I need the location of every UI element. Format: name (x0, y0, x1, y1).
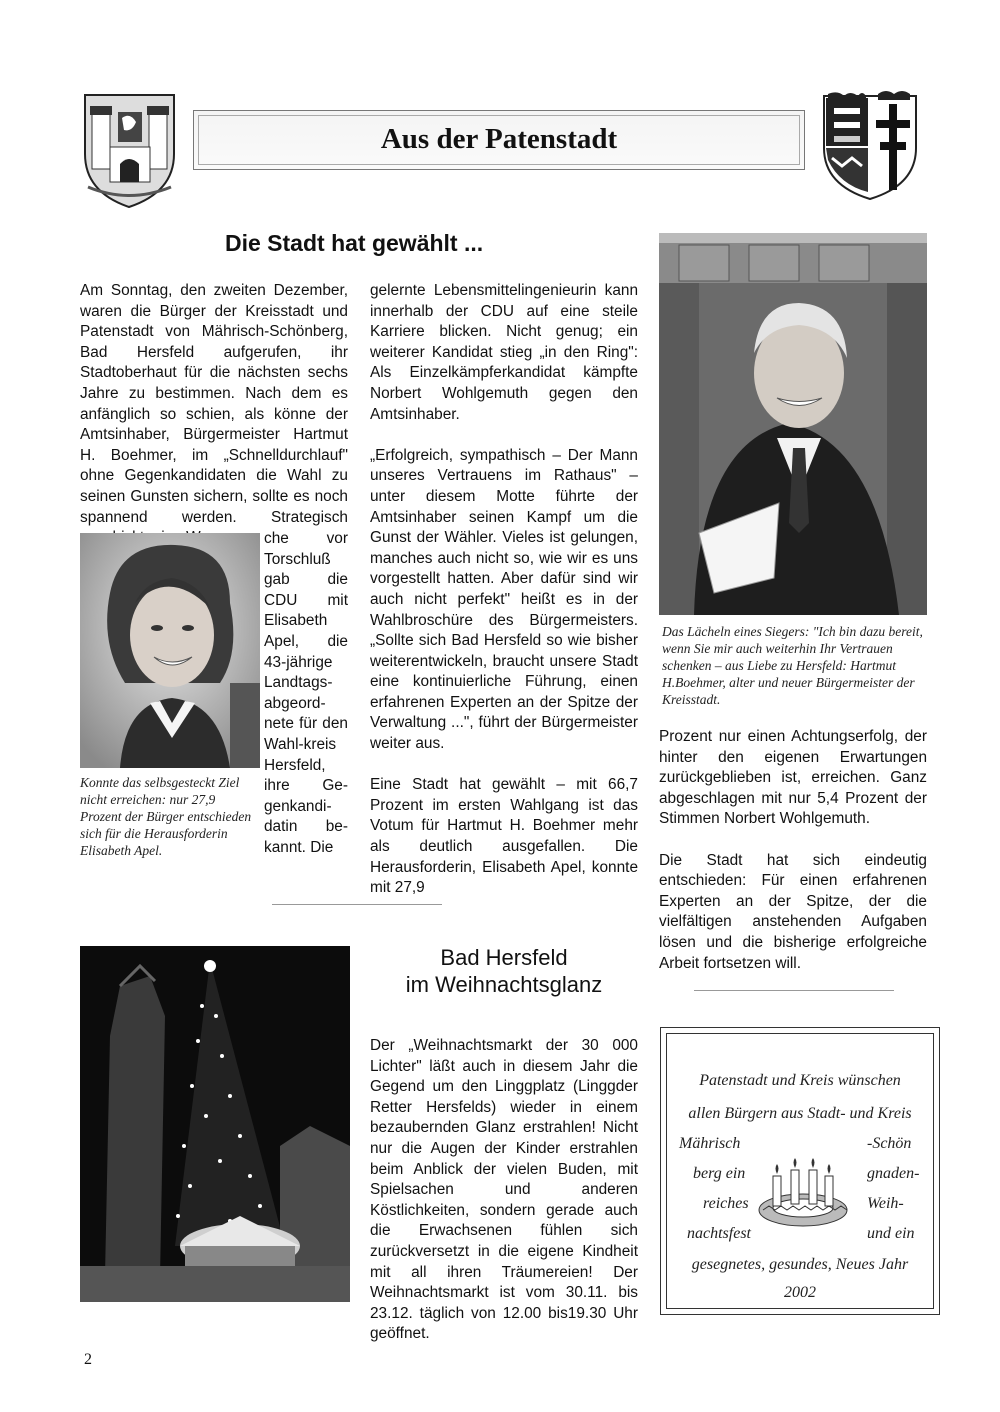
separator (272, 904, 442, 905)
greeting-line: allen Bürgern aus Stadt- und Kreis (688, 1105, 912, 1122)
photo-caption-apel: Konnte das selbsgesteckt Ziel nicht erreichen: nur 27,9 Prozent der Bürger entschieden sich für die Herausforderin Elisabeth Apel. (80, 775, 252, 858)
paragraph: Die Stadt hat sich eindeutig entschieden: Für einen erfahrenen Experten an der Spitze, der die vielfältigen anstehenden Aufgaben lösen und die bisherige erfolgreiche Arbeit fortsetzen will. (659, 851, 927, 972)
greeting-line: gnaden- (867, 1165, 920, 1182)
article-column-1: Am Sonntag, den zweiten Dezember, waren die Bürger der Kreisstadt und Patenstadt von Mährisch-Schönberg, Bad Hersfeld aufgerufen, ihr Stadtoberhaut für die nächsten sechs Jahre zu bestimmen. Nach dem es anfänglich so schien, als könne der Amtsinhaber, Bürgermeister Hartmut H. Boehmer, im „Schnelldurchlauf" ohne Gegenkandidaten die Wahl zu seinen Gunsten sichern, sollte es noch spannend werden. Strategisch (80, 282, 348, 526)
article-column-1-narrow: che vor Torschluß gab die CDU mit Elisabeth Apel, die 43-jährige Landtags-abgeord-nete für den Wahl-kreis Hersfeld, ihre Ge-genkandi-datin be-kannt. Die (264, 530, 348, 856)
greeting-card (660, 1027, 940, 1315)
city-crest-icon (82, 92, 177, 210)
paragraph: „Erfolgreich, sympathisch – Der Mann unseres Vertrauens im Rathaus" – unter diesem Motte führte der Amtsinhaber seinen Kampf um die Gunst der Wähler. Vieles ist gelungen, manches auch nicht so, wie wir es uns vorgestellt hatten. Aber dafür sind wir auch nicht perfekt" heißt es in der Wahlbroschüre des Bürgermeisters. „Sollte sich Bad Hersfeld so wie bisher weiterentwickeln, braucht unsere Stadt eine kontinuierliche Führung, einen erfahrenen Experten an der Spitze der Verwaltung ...", führt der Bürgermeister weiter aus. (370, 446, 638, 753)
paragraph: Eine Stadt hat gewählt – mit 66,7 Prozent im ersten Wahlgang ist das Votum für Hartmut H. Boehmer mehr als deutlich ausgefallen. Die Herausforderin, Elisabeth Apel, konnte mit 27,9 (370, 776, 638, 897)
greeting-year: 2002 (784, 1284, 816, 1301)
separator (694, 990, 894, 991)
greeting-line: Weih- (867, 1195, 904, 1212)
headline-line: Bad Hersfeld (440, 945, 568, 970)
paragraph: Prozent nur einen Achtungserfolg, der hinter den eigenen Erwartungen zurückgeblieben ist, erreichen. Ganz abgeschlagen mit nur 5,4 Prozent der Stimmen Norbert Wohlgemuth. (659, 728, 927, 828)
greeting-line: und ein (867, 1225, 915, 1242)
section-banner (193, 110, 805, 170)
greeting-line: gesegnetes, gesundes, Neues Jahr (691, 1256, 909, 1273)
greeting-line: -Schön (867, 1135, 912, 1152)
greeting-line: Patenstadt und Kreis wünschen (699, 1072, 901, 1089)
paragraph: gelernte Lebensmittelingenieurin kann innerhalb der CDU auf eine steile Karriere blicken. Nicht genug; ein weiterer Kandidat stieg „in den Ring": Als Einzelkämpferkandidat kämpfte Norbert Wohlgemuth gegen den Amtsinhaber. (370, 282, 638, 423)
headline-line: im Weihnachtsglanz (405, 972, 603, 997)
article-column-2 (370, 281, 638, 919)
article-column-3 (659, 727, 927, 995)
article-2-headline (370, 944, 638, 998)
article-2-body (370, 1036, 638, 1366)
photo-caption-boehmer: Das Lächeln eines Siegers: "Ich bin dazu bereit, wenn Sie mir auch weiterhin Ihr Vertrauen schenken – aus Liebe zu Hersfeld: Hartmut H.Boehmer, alter und neuer Bürgermeister der Kreisstadt. (662, 624, 923, 707)
candidate-photo (80, 533, 260, 768)
greeting-line: reiches (703, 1195, 749, 1212)
district-crest-icon (820, 90, 920, 202)
advent-wreath-icon (753, 1148, 853, 1238)
greeting-line: Mährisch (679, 1135, 741, 1152)
greeting-line: nachtsfest (687, 1225, 751, 1242)
christmas-market-photo (80, 946, 350, 1302)
article-headline: Die Stadt hat gewählt ... (225, 230, 484, 256)
paragraph: Der „Weihnachtsmarkt der 30 000 Lichter" läßt auch in diesem Jahr die Gegend um den Linggplatz (Linggder Retter Hersfelds) wieder in einem bezaubernden Glanz erstrahlen! Nicht nur die Augen der Kinder erstrahlen beim Anblick der vielen Buden, mit Spielsachen und anderen Köstlichkeiten, sondern gerade auch die Erwachsenen fühlen sich zurückversetzt in die eigene Kindheit mit all ihren Träumereien! Der Weihnachtsmarkt ist vom 30.11. bis 23.12. täglich von 12.00 bis19.30 Uhr geöffnet. (370, 1037, 638, 1343)
greeting-line: berg ein (693, 1165, 746, 1182)
mayor-photo (659, 233, 927, 615)
section-title: Aus der Patenstadt (380, 123, 618, 155)
page-number: 2 (84, 1351, 92, 1368)
